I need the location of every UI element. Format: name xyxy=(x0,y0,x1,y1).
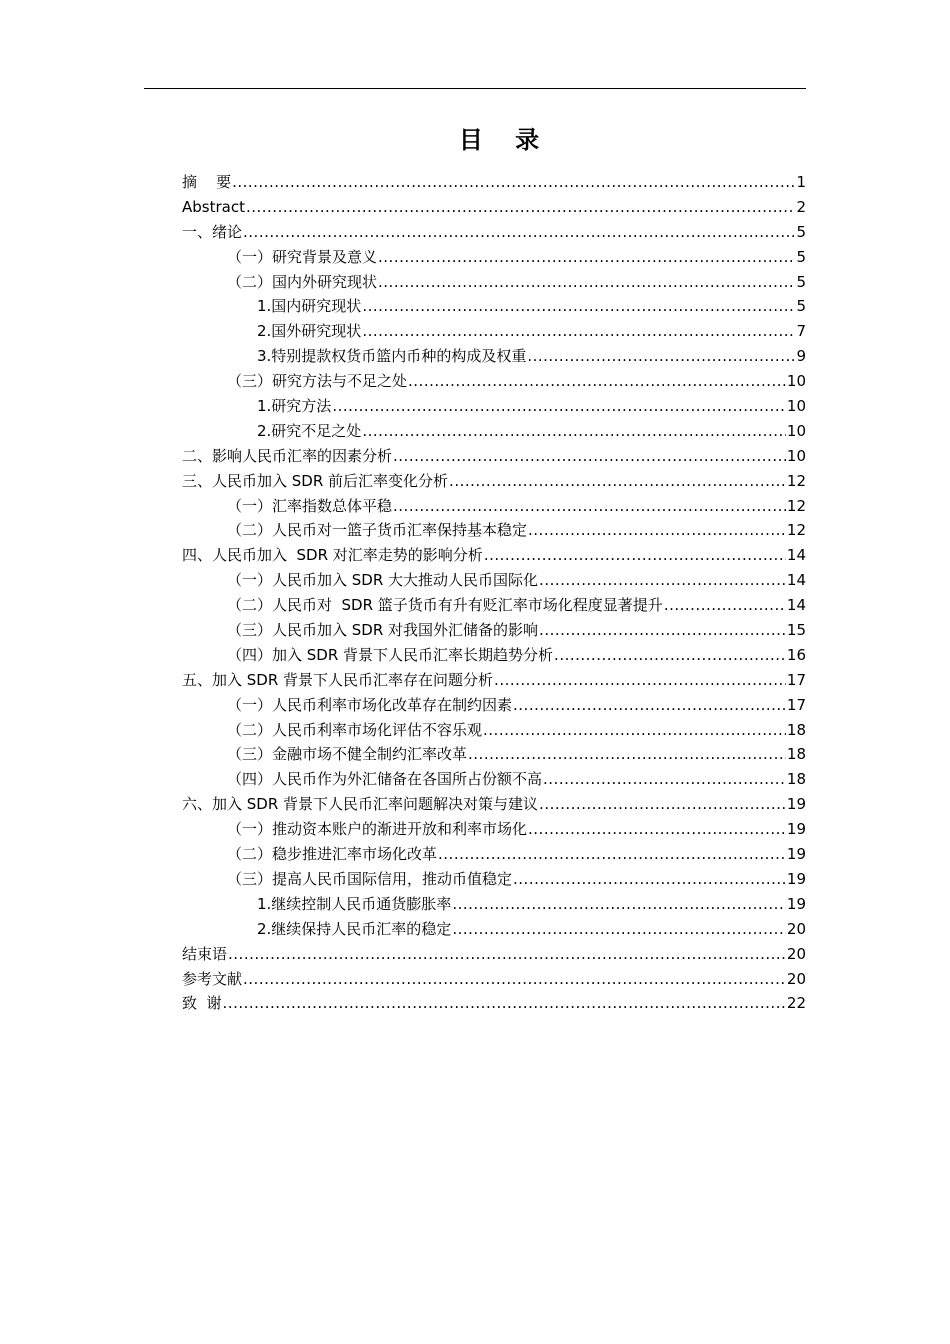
toc-entry[interactable] xyxy=(182,195,806,220)
toc-entry-page-number: 10 xyxy=(786,397,806,416)
dot-leader xyxy=(452,892,786,917)
toc-entry-label: （一）研究背景及意义 xyxy=(227,247,378,266)
toc-entry-page-number: 16 xyxy=(786,645,806,664)
toc-entry-page-number: 17 xyxy=(786,695,806,714)
dot-leader xyxy=(243,220,795,245)
toc-entry-page-number: 14 xyxy=(786,596,806,615)
toc-entry-page-number: 19 xyxy=(786,820,806,839)
toc-entry-label: 四、人民币加入 SDR 对汇率走势的影响分析 xyxy=(182,546,483,565)
toc-entry-label: （三）研究方法与不足之处 xyxy=(227,372,408,391)
toc-entry-label: 1.研究方法 xyxy=(257,397,332,416)
dot-leader xyxy=(449,469,786,494)
toc-entry-page-number: 5 xyxy=(796,272,806,291)
toc-entry-page-number: 22 xyxy=(786,994,806,1013)
toc-entry-page-number: 19 xyxy=(786,894,806,913)
toc-entry[interactable] xyxy=(182,419,806,444)
toc-entry-page-number: 2 xyxy=(796,197,806,216)
toc-entry[interactable] xyxy=(182,817,806,842)
toc-entry-page-number: 12 xyxy=(786,471,806,490)
toc-entry[interactable] xyxy=(182,942,806,967)
toc-entry-label: （二）人民币对 SDR 篮子货币有升有贬汇率市场化程度显著提升 xyxy=(227,596,663,615)
toc-entry[interactable] xyxy=(182,394,806,419)
toc-entry-label: （一）推动资本账户的渐进开放和利率市场化 xyxy=(227,820,528,839)
table-of-contents xyxy=(182,170,806,1016)
toc-entry-label: （一）汇率指数总体平稳 xyxy=(227,496,393,515)
toc-entry-label: （四）加入 SDR 背景下人民币汇率长期趋势分析 xyxy=(227,645,554,664)
toc-entry-label: 2.研究不足之处 xyxy=(257,421,362,440)
toc-entry[interactable] xyxy=(182,294,806,319)
toc-entry-page-number: 18 xyxy=(786,770,806,789)
toc-entry[interactable] xyxy=(182,742,806,767)
dot-leader xyxy=(393,444,786,469)
dot-leader xyxy=(539,792,786,817)
toc-entry-label: （一）人民币利率市场化改革存在制约因素 xyxy=(227,695,513,714)
toc-entry-label: 参考文献 xyxy=(182,969,243,988)
dot-leader xyxy=(378,245,795,270)
toc-entry[interactable] xyxy=(182,792,806,817)
toc-entry-label: （一）人民币加入 SDR 大大推动人民币国际化 xyxy=(227,571,539,590)
toc-entry-page-number: 20 xyxy=(786,969,806,988)
dot-leader xyxy=(554,643,786,668)
dot-leader xyxy=(539,568,786,593)
dot-leader xyxy=(246,195,795,220)
dot-leader xyxy=(408,369,786,394)
toc-entry-page-number: 18 xyxy=(786,745,806,764)
dot-leader xyxy=(378,270,795,295)
toc-entry-page-number: 20 xyxy=(786,919,806,938)
dot-leader xyxy=(527,344,795,369)
toc-entry-page-number: 10 xyxy=(786,372,806,391)
dot-leader xyxy=(484,543,786,568)
toc-entry[interactable] xyxy=(182,568,806,593)
dot-leader xyxy=(494,668,786,693)
toc-entry-page-number: 12 xyxy=(786,521,806,540)
toc-entry[interactable] xyxy=(182,369,806,394)
toc-entry[interactable] xyxy=(182,444,806,469)
dot-leader xyxy=(223,991,786,1016)
toc-entry-page-number: 9 xyxy=(796,347,806,366)
toc-entry-label: 2.国外研究现状 xyxy=(257,322,362,341)
dot-leader xyxy=(452,917,786,942)
dot-leader xyxy=(528,817,786,842)
toc-entry-page-number: 7 xyxy=(796,322,806,341)
toc-entry-label: （三）金融市场不健全制约汇率改革 xyxy=(227,745,468,764)
toc-entry[interactable] xyxy=(182,543,806,568)
dot-leader xyxy=(483,718,786,743)
toc-entry-label: 3.特别提款权货币篮内币种的构成及权重 xyxy=(257,347,527,366)
toc-entry-label: 1.继续控制人民币通货膨胀率 xyxy=(257,894,452,913)
toc-entry[interactable] xyxy=(182,518,806,543)
dot-leader xyxy=(232,170,795,195)
dot-leader xyxy=(228,942,786,967)
toc-entry-page-number: 17 xyxy=(786,670,806,689)
toc-entry-page-number: 19 xyxy=(786,869,806,888)
toc-entry[interactable] xyxy=(182,245,806,270)
toc-entry-page-number: 18 xyxy=(786,720,806,739)
toc-entry-label: 摘 要 xyxy=(182,173,232,191)
toc-entry-page-number: 10 xyxy=(786,446,806,465)
toc-entry[interactable] xyxy=(182,220,806,245)
dot-leader xyxy=(362,319,795,344)
header-rule xyxy=(144,88,806,89)
toc-entry-page-number: 14 xyxy=(786,571,806,590)
toc-entry-label: 一、绪论 xyxy=(182,222,243,241)
toc-entry-label: 五、加入 SDR 背景下人民币汇率存在问题分析 xyxy=(182,670,494,689)
toc-entry[interactable] xyxy=(182,319,806,344)
toc-entry[interactable] xyxy=(182,917,806,942)
toc-entry[interactable] xyxy=(182,344,806,369)
toc-entry-label: 三、人民币加入 SDR 前后汇率变化分析 xyxy=(182,471,449,490)
toc-entry-page-number: 19 xyxy=(786,795,806,814)
toc-entry[interactable] xyxy=(182,991,806,1016)
toc-entry-page-number: 10 xyxy=(786,421,806,440)
toc-entry-page-number: 5 xyxy=(796,297,806,316)
dot-leader xyxy=(438,842,786,867)
toc-entry-label: （二）人民币对一篮子货币汇率保持基本稳定 xyxy=(227,521,528,540)
dot-leader xyxy=(543,767,786,792)
toc-entry[interactable] xyxy=(182,270,806,295)
dot-leader xyxy=(513,867,786,892)
toc-entry-label: （三）提高人民币国际信用，推动币值稳定 xyxy=(227,869,513,888)
toc-entry[interactable] xyxy=(182,892,806,917)
dot-leader xyxy=(243,967,786,992)
toc-entry-label: 六、加入 SDR 背景下人民币汇率问题解决对策与建议 xyxy=(182,795,539,814)
toc-entry[interactable] xyxy=(182,693,806,718)
dot-leader xyxy=(539,618,786,643)
dot-leader xyxy=(393,494,786,519)
dot-leader xyxy=(513,693,786,718)
toc-entry-label: Abstract xyxy=(182,197,245,216)
toc-entry-label: （二）国内外研究现状 xyxy=(227,272,378,291)
toc-entry[interactable] xyxy=(182,618,806,643)
toc-entry[interactable] xyxy=(182,767,806,792)
dot-leader xyxy=(664,593,786,618)
dot-leader xyxy=(528,518,786,543)
toc-entry-label: 二、影响人民币汇率的因素分析 xyxy=(182,446,393,465)
toc-entry[interactable] xyxy=(182,842,806,867)
toc-entry-page-number: 14 xyxy=(786,546,806,565)
toc-entry-label: （二）稳步推进汇率市场化改革 xyxy=(227,845,438,864)
toc-entry-page-number: 12 xyxy=(786,496,806,515)
toc-entry-page-number: 15 xyxy=(786,621,806,640)
toc-title: 目 录 xyxy=(458,125,552,154)
toc-entry-label: 致 谢 xyxy=(182,994,222,1013)
toc-entry[interactable] xyxy=(182,469,806,494)
toc-entry[interactable] xyxy=(182,170,806,195)
toc-entry[interactable] xyxy=(182,718,806,743)
toc-entry-label: （三）人民币加入 SDR 对我国外汇储备的影响 xyxy=(227,621,539,640)
toc-entry-page-number: 1 xyxy=(796,173,806,191)
toc-entry-label: （二）人民币利率市场化评估不容乐观 xyxy=(227,720,483,739)
toc-entry[interactable] xyxy=(182,867,806,892)
toc-entry-label: 结束语 xyxy=(182,944,228,963)
toc-entry-label: （四）人民币作为外汇储备在各国所占份额不高 xyxy=(227,770,543,789)
toc-entry-label: 1.国内研究现状 xyxy=(257,297,362,316)
toc-entry[interactable] xyxy=(182,643,806,668)
toc-entry[interactable] xyxy=(182,494,806,519)
toc-entry[interactable] xyxy=(182,967,806,992)
dot-leader xyxy=(468,742,786,767)
dot-leader xyxy=(332,394,786,419)
toc-entry-page-number: 20 xyxy=(786,944,806,963)
toc-entry-page-number: 5 xyxy=(796,222,806,241)
dot-leader xyxy=(362,419,786,444)
toc-entry-page-number: 5 xyxy=(796,247,806,266)
toc-entry[interactable] xyxy=(182,593,806,618)
dot-leader xyxy=(362,294,795,319)
toc-entry[interactable] xyxy=(182,668,806,693)
toc-entry-label: 2.继续保持人民币汇率的稳定 xyxy=(257,919,452,938)
toc-entry-page-number: 19 xyxy=(786,845,806,864)
